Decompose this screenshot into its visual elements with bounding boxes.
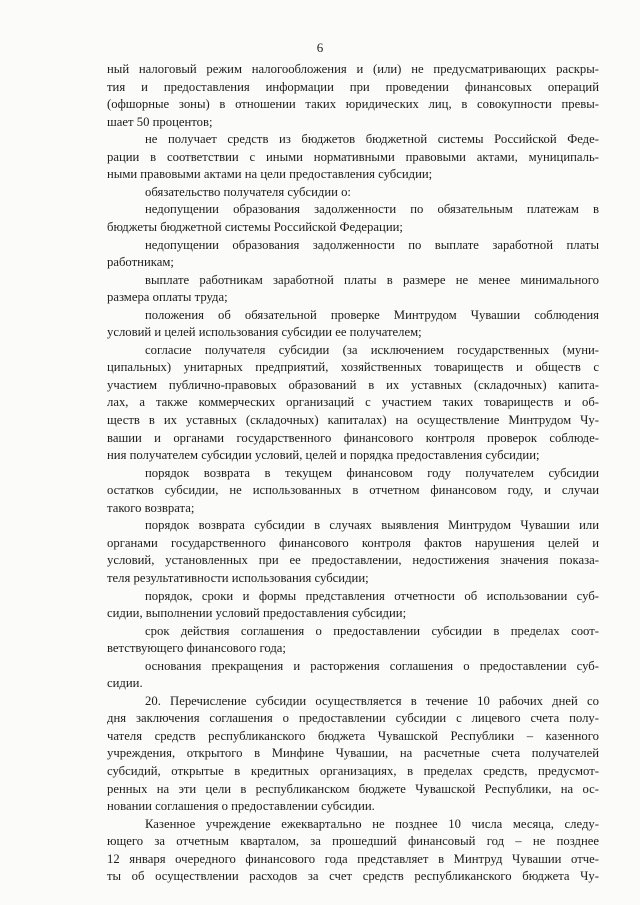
text-line: недопущении образования задолженности по обязательным платежам в	[145, 202, 599, 217]
text-line: работникам;	[107, 255, 174, 270]
text-line: выплате работникам заработной платы в размере не менее минимального	[145, 272, 599, 287]
text-line: Казенное учреждение ежеквартально не позднее 10 числа месяца, следу-	[145, 816, 599, 831]
text-line: не получает средств из бюджетов бюджетной системы Российской Феде-	[145, 132, 599, 147]
text-line: остатков субсидии, не использованных в отчетном финансовом году, и случаи	[107, 483, 599, 498]
text-line: новании соглашения о предоставлении субсидии.	[107, 799, 375, 814]
page-number: 6	[316, 40, 324, 55]
text-line: ществ в их уставных (складочных) капиталах) на осуществление Минтрудом Чу-	[107, 413, 599, 427]
text-line: субсидий, открытые в кредитных организациях, в пределах средств, предусмот-	[107, 764, 599, 778]
text-line: вашии и органами государственного финансового контроля проверок соблюде-	[107, 430, 599, 445]
text-line: лах, а также коммерческих организаций с участием таких товариществ и об-	[107, 395, 599, 410]
text-line: сидии, выполнении условий предоставления субсидии;	[107, 606, 407, 621]
text-line: такого возврата;	[107, 500, 195, 515]
text-line: порядок, сроки и формы представления отчетности об использовании суб-	[145, 588, 599, 603]
text-line: ный налоговый режим налогообложения и (или) не предусматривающих раскры-	[107, 62, 599, 76]
text-line: бюджеты бюджетной системы Российской Федерации;	[107, 219, 403, 234]
text-line: срок действия соглашения о предоставлении субсидии в пределах соот-	[145, 623, 599, 638]
text-line: ренных на эти цели в республиканском бюджете Чувашской Республики, на ос-	[107, 781, 599, 796]
text-line: порядок возврата в текущем финансовом году получателем субсидии	[145, 465, 599, 480]
text-line: порядок возврата субсидии в случаях выявления Минтрудом Чувашии или	[145, 518, 599, 533]
text-line: основания прекращения и расторжения соглашения о предоставлении суб-	[145, 658, 599, 673]
text-line: рации в соответствии с иными нормативными правовыми актами, муниципаль-	[107, 149, 599, 164]
text-line: 20. Перечисление субсидии осуществляется в течение 10 рабочих дней со	[145, 693, 599, 708]
text-line: ципальных) унитарных предприятий, хозяйственных товариществ и обществ с	[107, 360, 599, 375]
text-line: ния получателем субсидии условий, целей и порядка предоставления субсидии;	[107, 448, 540, 463]
text-line: условий, установленных при ее предоставлении, недостижения значения показа-	[107, 553, 599, 568]
text-line: обязательство получателя субсидии о:	[145, 184, 351, 199]
text-line: ветствующего финансового года;	[107, 641, 286, 656]
text-line: органами государственного финансового контроля фактов нарушения целей и	[107, 535, 599, 550]
text-line: учреждения, открытого в Минфине Чувашии, на расчетные счета получателей	[107, 746, 599, 761]
text-line: шает 50 процентов;	[107, 114, 213, 129]
text-line: сидии.	[107, 676, 143, 691]
text-line: положения об обязательной проверке Минтрудом Чувашии соблюдения	[145, 307, 599, 322]
text-line: чателя средств республиканского бюджета Чувашской Республики – казенного	[107, 728, 599, 743]
text-line: дня заключения соглашения о предоставлении субсидии с лицевого счета полу-	[107, 711, 599, 726]
text-line: ты об осуществлении расходов за счет средств республиканского бюджета Чу-	[107, 869, 599, 884]
text-line: согласие получателя субсидии (за исключением государственных (муни-	[145, 342, 599, 357]
text-line: недопущении образования задолженности по выплате заработной платы	[145, 237, 599, 252]
text-line: 12 января очередного финансового года представляет в Минтруд Чувашии отче-	[107, 851, 599, 866]
text-line: (офшорные зоны) в отношении таких юридических лиц, в совокупности превы-	[107, 97, 599, 112]
text-line: размера оплаты труда;	[107, 290, 228, 305]
text-line: участием публично-правовых образований в их уставных (складочных) капита-	[107, 377, 599, 392]
text-line: теля результативности использования субсидии;	[107, 570, 369, 585]
text-line: ющего за отчетным кварталом, за прошедший финансовый год – не позднее	[107, 834, 599, 849]
text-line: тия и предоставления информации при проведении финансовых операций	[107, 79, 599, 94]
text-line: условий и целей использования субсидии ее получателем;	[107, 325, 422, 340]
text-line: ными правовыми актами на цели предоставления субсидии;	[107, 167, 433, 182]
